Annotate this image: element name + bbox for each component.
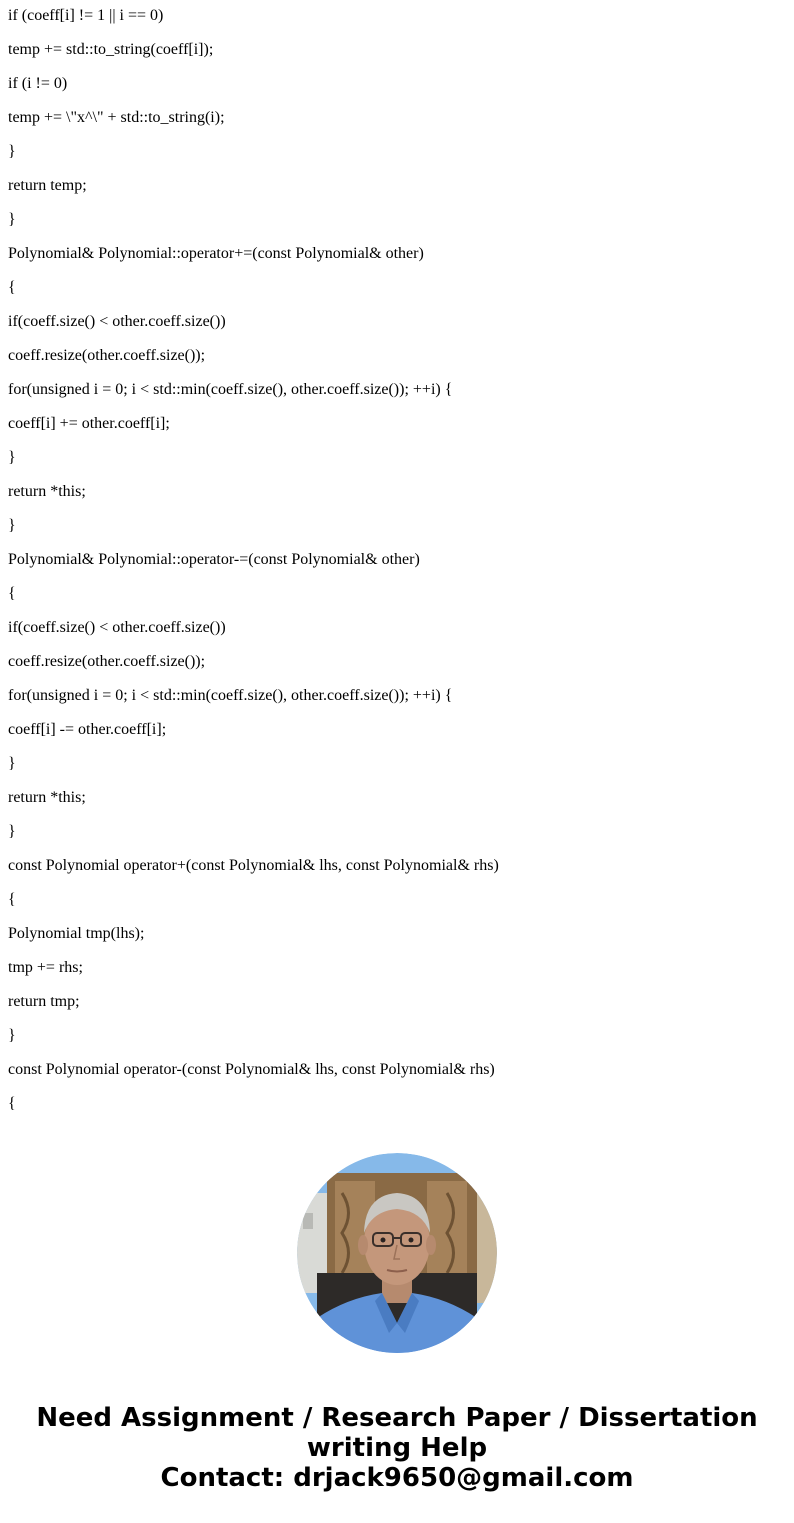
code-line: temp += \"x^\" + std::to_string(i); [8,109,225,126]
code-line: } [8,517,16,534]
code-line: return *this; [8,483,86,500]
code-line: return temp; [8,177,87,194]
code-line: coeff[i] += other.coeff[i]; [8,415,170,432]
code-line: } [8,1027,16,1044]
avatar [297,1153,497,1353]
code-line: Polynomial& Polynomial::operator+=(const Polynomial& other) [8,245,424,262]
code-line: coeff.resize(other.coeff.size()); [8,653,206,670]
code-line: const Polynomial operator+(const Polynomial& lhs, const Polynomial& rhs) [8,857,499,874]
code-line: if(coeff.size() < other.coeff.size()) [8,313,226,330]
code-line: tmp += rhs; [8,959,83,976]
code-line: { [8,891,16,908]
avatar-portrait-image [297,1153,497,1353]
code-line: { [8,585,16,602]
code-line: if (i != 0) [8,75,68,92]
code-line: coeff.resize(other.coeff.size()); [8,347,206,364]
code-line: return *this; [8,789,86,806]
code-line: Polynomial tmp(lhs); [8,925,145,942]
code-line: } [8,823,16,840]
code-line: { [8,279,16,296]
code-listing [8,0,788,1122]
code-line: } [8,143,16,160]
code-line: return tmp; [8,993,80,1010]
code-line: temp += std::to_string(coeff[i]); [8,41,214,58]
code-line: } [8,211,16,228]
code-line: } [8,449,16,466]
code-line: Polynomial& Polynomial::operator-=(const Polynomial& other) [8,551,420,568]
code-line: } [8,755,16,772]
code-line: for(unsigned i = 0; i < std::min(coeff.size(), other.coeff.size()); ++i) { [8,381,453,398]
code-line: if (coeff[i] != 1 || i == 0) [8,7,164,24]
promo-line-1: Need Assignment / Research Paper / Dissertation [36,1403,758,1433]
promo-line-2: writing Help [306,1433,488,1463]
code-line: const Polynomial operator-(const Polynomial& lhs, const Polynomial& rhs) [8,1061,495,1078]
promo-banner [0,1403,794,1493]
code-line: coeff[i] -= other.coeff[i]; [8,721,167,738]
code-line: { [8,1095,16,1112]
promo-contact: Contact: drjack9650@gmail.com [160,1463,634,1493]
code-line: if(coeff.size() < other.coeff.size()) [8,619,226,636]
code-line: for(unsigned i = 0; i < std::min(coeff.size(), other.coeff.size()); ++i) { [8,687,453,704]
